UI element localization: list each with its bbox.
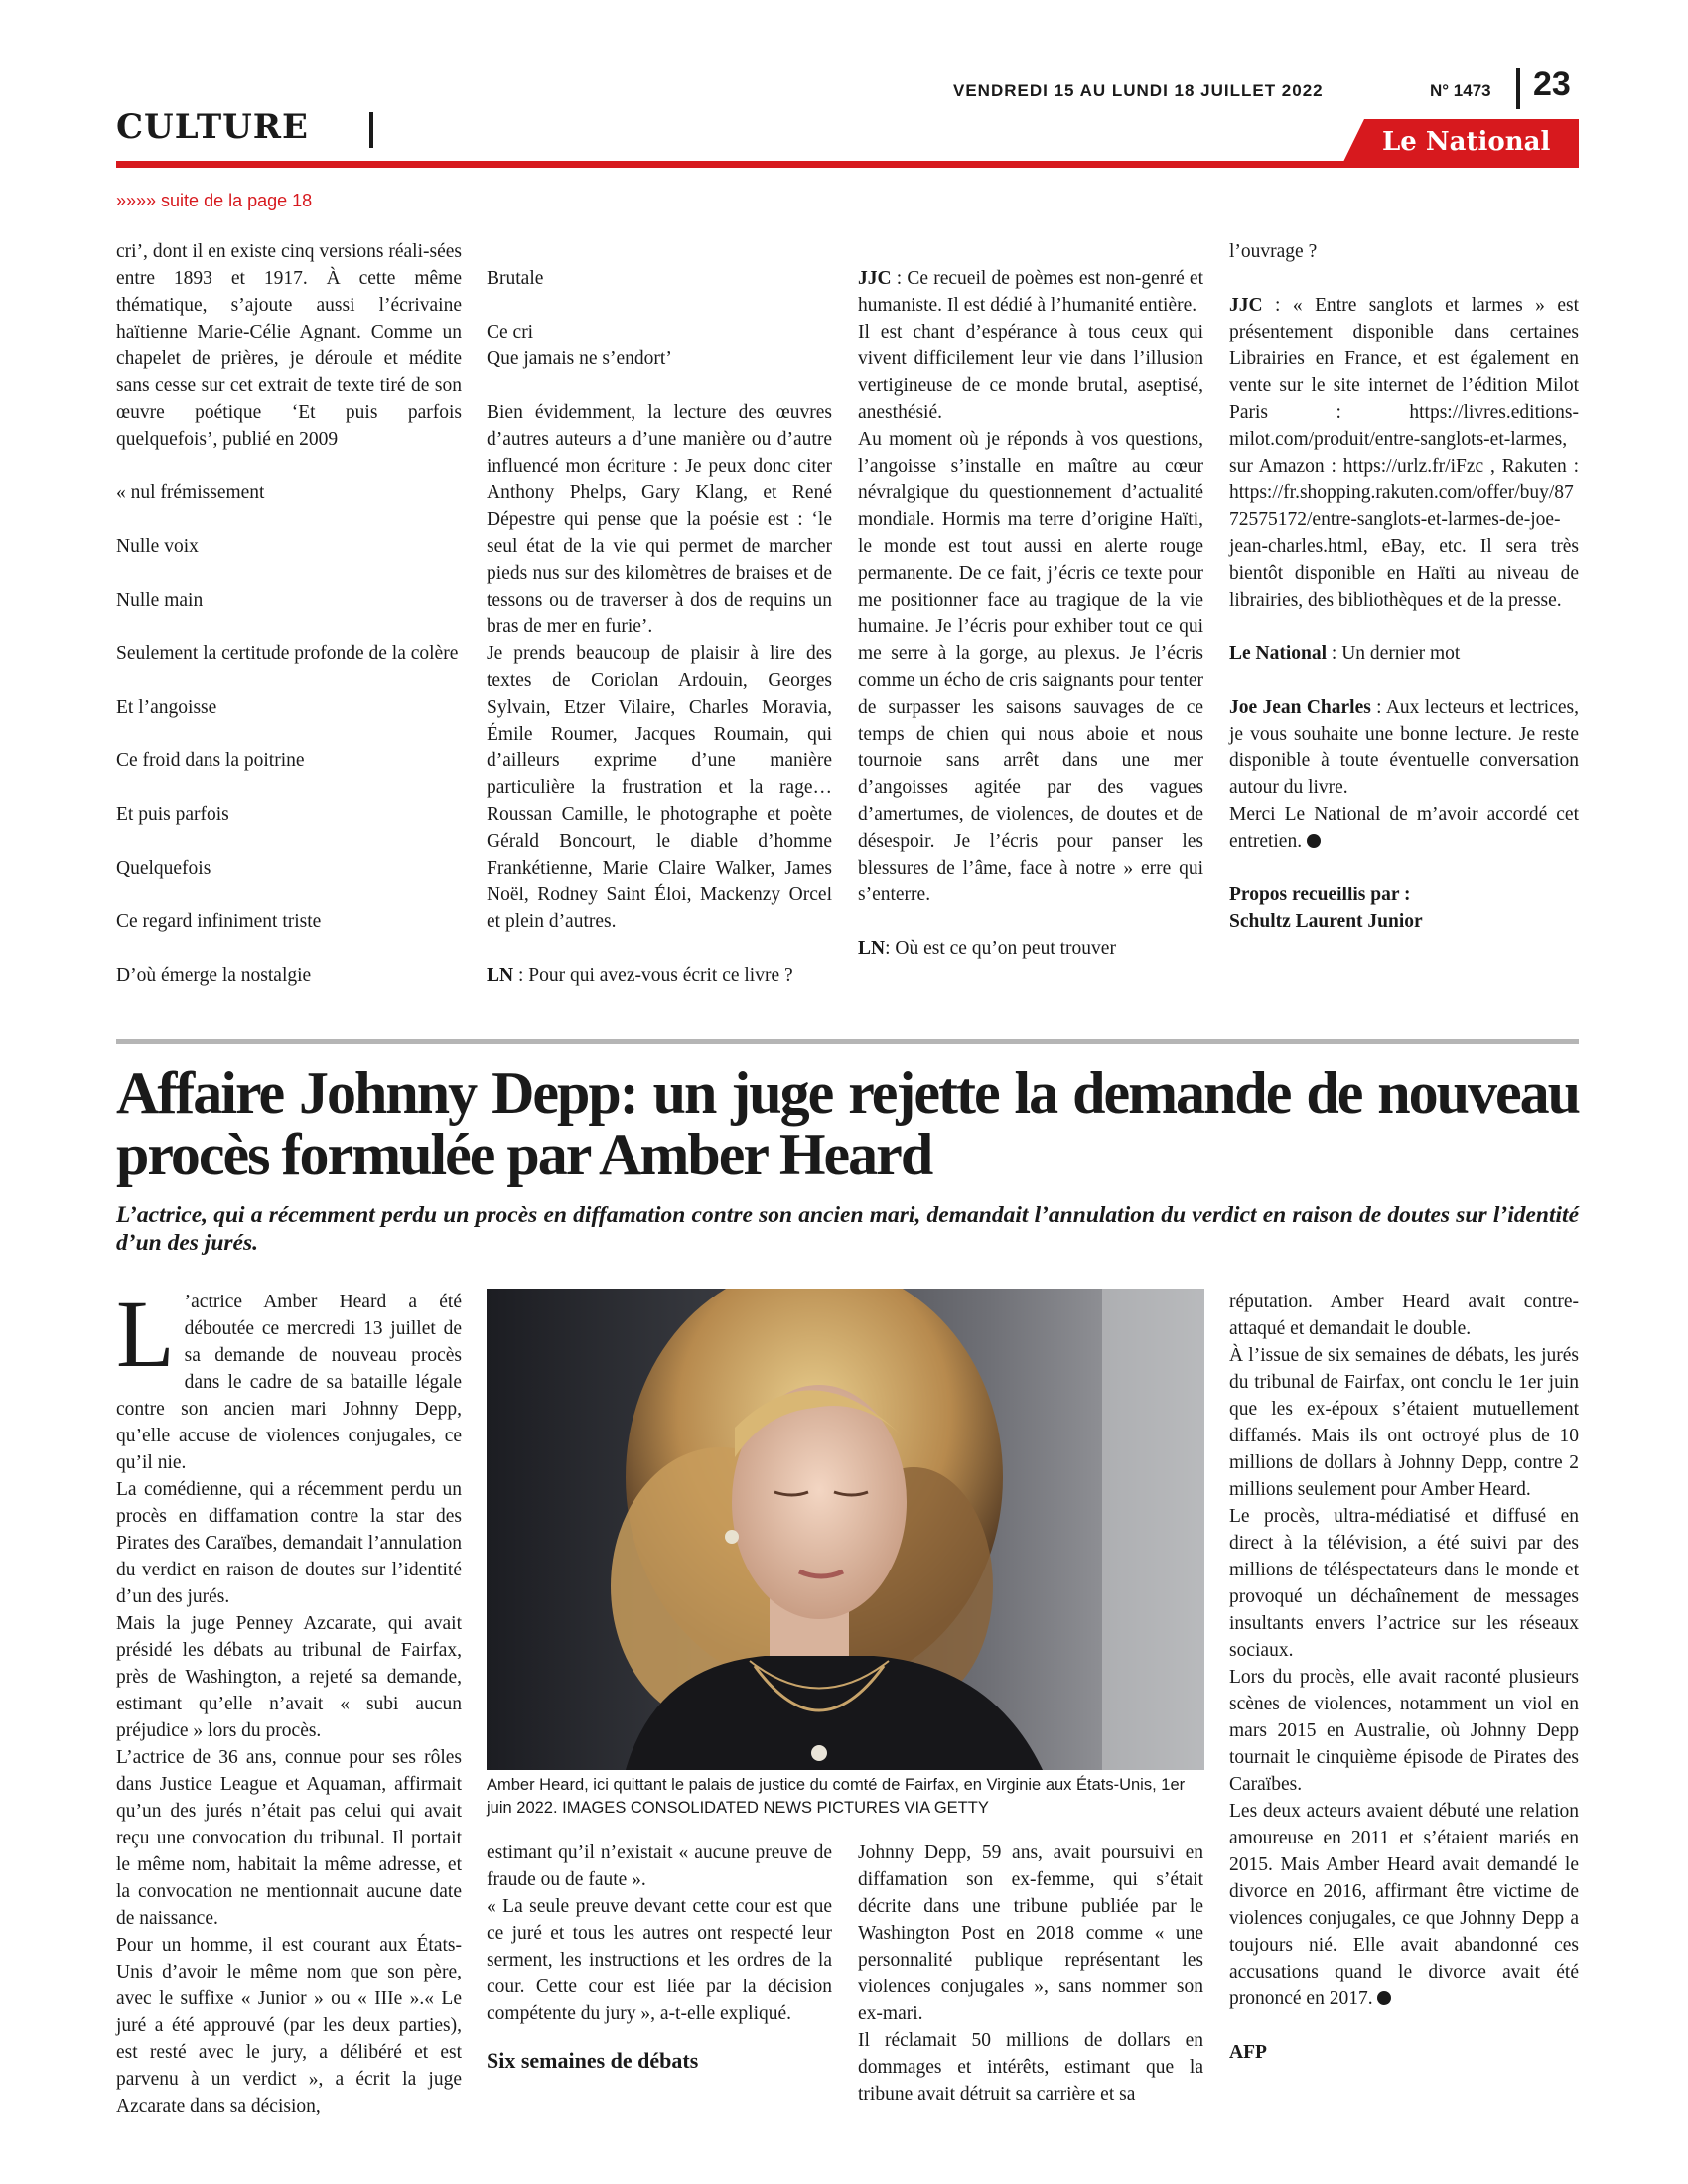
speaker-label: LN bbox=[858, 938, 886, 959]
interview-column-2 bbox=[487, 265, 832, 989]
answer-text: : Aux lecteurs et lectrices, je vous souhaite une bonne lecture. Je reste disponible à toute éventuelle conversation autour du livre. bbox=[1229, 697, 1579, 798]
interview-column-1 bbox=[116, 238, 462, 989]
interview-column-3 bbox=[858, 265, 1203, 962]
answer-text: : « Entre sanglots et larmes » est présentement disponible dans certaines Librairies en France, et est également en vente sur le site internet de l’édition Milot Paris : https://livres.editions-milot.com/produit/entre-sanglots-et-larmes, sur Amazon : https://urlz.fr/iFzc , Rakuten : https://fr.shopping.rakuten.com/offer/buy/8772575172/entre-sanglots-et-larmes-de-joe-jean-charles.html, eBay, etc. Il sera très bientôt disponible en Haïti au niveau de librairies, des bibliothèques et de la presse. bbox=[1229, 295, 1579, 611]
agency-credit: AFP bbox=[1229, 2042, 1267, 2063]
interview-answer bbox=[858, 265, 1203, 319]
speaker-label: LN bbox=[487, 965, 514, 986]
article-paragraph: Les deux acteurs avaient débuté une relation amoureuse en 2011 et s’étaient mariés en 2015. Mais Amber Heard avait demandé le divorce en 2016, affirmant être victime de violences conjugales, ce que Johnny Depp a toujours nié. Elle avait abandonné ces accusations quand le divorce avait été prononcé en 2017. bbox=[1229, 1801, 1579, 2009]
poem-line: Seulement la certitude profonde de la colère bbox=[116, 643, 459, 664]
article-paragraph: La comédienne, qui a récemment perdu un procès en diffamation contre la star des Pirates des Caraïbes, demandait l’annulation du verdict en raison de doutes sur l’identité d’un des jurés. bbox=[116, 1479, 462, 1607]
interviewer-name: Schultz Laurent Junior bbox=[1229, 911, 1423, 932]
article-column-3 bbox=[858, 1840, 1203, 2108]
continuation-note: »»»» suite de la page 18 bbox=[116, 191, 313, 210]
brand-name: Le National bbox=[1382, 127, 1551, 157]
interview-question bbox=[487, 962, 832, 989]
poem-line: D’où émerge la nostalgie bbox=[116, 965, 312, 986]
section-divider bbox=[369, 112, 373, 148]
interview-answer bbox=[1229, 694, 1579, 801]
article-photo bbox=[487, 1289, 1204, 1770]
interview-answer bbox=[1229, 292, 1579, 614]
article-paragraph: Johnny Depp, 59 ans, avait poursuivi en diffamation son ex-femme, qui s’était décrite dans une tribune publiée par le Washington Post en 2018 comme « une personnalité publique représentant les violences conjugales », sans nommer son ex-mari. bbox=[858, 1843, 1203, 2024]
question-text: : Pour qui avez-vous écrit ce livre ? bbox=[513, 965, 793, 986]
article-paragraph: Le procès, ultra-médiatisé et diffusé en direct à la télévision, a été suivi par des millions de téléspectateurs dans le monde et provoqué un déchaînement de messages insultants envers l’actrice sur les réseaux sociaux. bbox=[1229, 1506, 1579, 1661]
poem-line: Ce regard infiniment triste bbox=[116, 911, 322, 932]
question-text: : Où est ce qu’on peut trouver bbox=[885, 938, 1116, 959]
article-paragraph: L ’actrice Amber Heard a été déboutée ce mercredi 13 juillet de sa demande de nouveau procès dans le cadre de sa bataille légale contre son ancien mari Johnny Depp, qu’elle accuse de violences conjugales, ce qu’il nie. bbox=[116, 1281, 462, 1473]
question-continuation: l’ouvrage ? bbox=[1229, 241, 1318, 262]
end-mark-icon bbox=[1377, 1991, 1391, 2005]
speaker-label: JJC bbox=[858, 268, 892, 289]
article-column-2 bbox=[487, 1840, 832, 2074]
poem-line: Brutale bbox=[487, 268, 544, 289]
speaker-label: Joe Jean Charles bbox=[1229, 697, 1371, 718]
interview-column-4 bbox=[1229, 238, 1579, 935]
article-paragraph: À l’issue de six semaines de débats, les jurés du tribunal de Fairfax, ont conclu le 1er juin que les ex-époux s’étaient mutuellement diffamés. Mais ils ont octroyé plus de 10 millions de dollars à Johnny Depp, contre 2 millions seulement pour Amber Heard. bbox=[1229, 1345, 1579, 1500]
speaker-label: JJC bbox=[1229, 295, 1263, 316]
interview-question bbox=[1229, 640, 1579, 667]
photo-caption: Amber Heard, ici quittant le palais de justice du comté de Fairfax, en Virginie aux États-Unis, 1er juin 2022. IMAGES CONSOLIDATED NEWS PICTURES VIA GETTY bbox=[487, 1776, 1186, 1817]
poem-line: Ce cri bbox=[487, 322, 534, 342]
speaker-label: Le National bbox=[1229, 643, 1328, 664]
interview-paragraph: Je prends beaucoup de plaisir à lire des textes de Coriolan Ardouin, Georges Sylvain, Etzer Vilaire, Charles Moravia, Émile Roumer, Jacques Roumain, qui d’ailleurs exprime d’une manière particulière la frustration et la rage… Roussan Camille, le photographe et poète Gérald Boncourt, le diable d’homme Frankétienne, Marie Claire Walker, James Noël, Rodney Saint Éloi, Mackenzy Orcel et plein d’autres. bbox=[487, 643, 832, 932]
article-column-1 bbox=[116, 1281, 462, 2119]
article-paragraph: L’actrice de 36 ans, connue pour ses rôles dans Justice League et Aquaman, affirmait qu’un des jurés n’était pas celui qui avait reçu une convocation du tribunal. Il portait le même nom, habitait la même adresse, et la convocation ne mentionnait aucune date de naissance. bbox=[116, 1747, 462, 1929]
end-mark-icon bbox=[1307, 834, 1321, 848]
drop-cap: L bbox=[116, 1281, 175, 1387]
poem-line: Ce froid dans la poitrine bbox=[116, 751, 305, 771]
article-column-4 bbox=[1229, 1289, 1579, 2066]
poem-line: Et l’angoisse bbox=[116, 697, 217, 718]
interview-credit: Propos recueillis par : bbox=[1229, 885, 1411, 905]
article-headline: Affaire Johnny Depp: un juge rejette la demande de nouveau procès formulée par Amber Heard bbox=[116, 1060, 1579, 1187]
article-paragraph: Pour un homme, il est courant aux États-Unis d’avoir le même nom que son père, avec le suffixe « Junior » ou « IIIe ».« Le juré a été approuvé (par les deux parties), est resté avec le jury, a délibéré et est parvenu à un verdict », a écrit la juge Azcarate dans sa décision, bbox=[116, 1935, 462, 2116]
header-divider bbox=[1516, 68, 1520, 109]
article-paragraph: estimant qu’il n’existait « aucune preuve de fraude ou de faute ». bbox=[487, 1843, 832, 1890]
section-title: CULTURE bbox=[116, 107, 309, 147]
issue-number: N° 1473 bbox=[1430, 81, 1491, 100]
interview-paragraph: Au moment où je réponds à vos questions, l’angoisse s’installe en maître au cœur névralgique du questionnement d’actualité mondiale. Hormis ma terre d’origine Haïti, le monde est tout aussi en alerte rouge permanente. De ce fait, j’écris ce texte pour me positionner face au tragique de la vie humaine. Je l’écris pour exhiber tout ce qui me serre à la gorge, au plexus. Je l’écris comme un écho de cris saignants pour tenter de surpasser les saisons sauvages de ce temps de chien qui nous aboie et nous tournoie sans arrêt dans une mer d’angoisses agitée par des vagues d’amertumes, de violences, de doutes et de désespoir. Je l’écris pour panser les blessures de l’âme, face à notre » erre qui s’enterre. bbox=[858, 429, 1203, 905]
interview-paragraph: Merci Le National de m’avoir accordé cet entretien. bbox=[1229, 804, 1579, 852]
article-paragraph: « La seule preuve devant cette cour est que ce juré et tous les autres ont respecté leur serment, les instructions et les ordres de la cour. Cette cour est liée par la décision compétente du jury », a-t-elle expliqué. bbox=[487, 1896, 832, 2024]
poem-line: « nul frémissement bbox=[116, 482, 265, 503]
poem-line: Quelquefois bbox=[116, 858, 211, 879]
interview-paragraph: Bien évidemment, la lecture des œuvres d’autres auteurs a d’une manière ou d’autre influencé mon écriture : Je peux donc citer Anthony Phelps, Gary Klang, et René Dépestre qui pense que la poésie est : ‘le seul état de la vie qui permet de marcher pieds nus sur des kilomètres de braises et de tessons ou de traverser à dos de requins un bras de mer en furie’. bbox=[487, 402, 832, 637]
article-paragraph: Mais la juge Penney Azcarate, qui avait présidé les débats au tribunal de Fairfax, près de Washington, a rejeté sa demande, estimant qu’elle n’avait « subi aucun préjudice » lors du procès. bbox=[116, 1613, 462, 1741]
page-number: 23 bbox=[1533, 66, 1571, 103]
answer-text: : Ce recueil de poèmes est non-genré et humaniste. Il est dédié à l’humanité entière. bbox=[858, 268, 1203, 316]
article-deck: L’actrice, qui a récemment perdu un procès en diffamation contre son ancien mari, demandait l’annulation du verdict en raison de doutes sur l’identité d’un des jurés. bbox=[116, 1202, 1579, 1256]
article-paragraph: Il réclamait 50 millions de dollars en dommages et intérêts, estimant que la tribune avait détruit sa carrière et sa bbox=[858, 2030, 1203, 2105]
question-text: : Un dernier mot bbox=[1327, 643, 1461, 664]
article-paragraph: Lors du procès, elle avait raconté plusieurs scènes de violences, notamment un viol en mars 2015 en Australie, où Johnny Depp tournait le cinquième épisode de Pirates des Caraïbes. bbox=[1229, 1667, 1579, 1795]
poem-line: Que jamais ne s’endort’ bbox=[487, 348, 672, 369]
interview-question bbox=[858, 935, 1203, 962]
poem-line: Nulle voix bbox=[116, 536, 199, 557]
article-paragraph: réputation. Amber Heard avait contre-attaqué et demandait le double. bbox=[1229, 1292, 1579, 1339]
interview-paragraph: cri’, dont il en existe cinq versions réali-sées entre 1893 et 1917. À cette même thématique, s’ajoute aussi l’écrivaine haïtienne Marie-Célie Agnant. Comme un chapelet de prières, je déroule et médite sans cesse sur cet extrait de texte tiré de son œuvre poétique ‘Et puis parfois quelquefois’, publié en 2009 bbox=[116, 241, 462, 450]
poem-line: Et puis parfois bbox=[116, 804, 229, 825]
issue-date: VENDREDI 15 AU LUNDI 18 JUILLET 2022 bbox=[953, 81, 1324, 100]
poem-line: Nulle main bbox=[116, 590, 204, 611]
article-divider bbox=[116, 1039, 1579, 1044]
article-subhead: Six semaines de débats bbox=[487, 2048, 699, 2073]
interview-paragraph: Il est chant d’espérance à tous ceux qui vivent difficilement leur vie dans l’illusion vertigineuse de ce monde brutal, aseptisé, anesthésié. bbox=[858, 322, 1203, 423]
portrait-image bbox=[487, 1289, 1204, 1770]
